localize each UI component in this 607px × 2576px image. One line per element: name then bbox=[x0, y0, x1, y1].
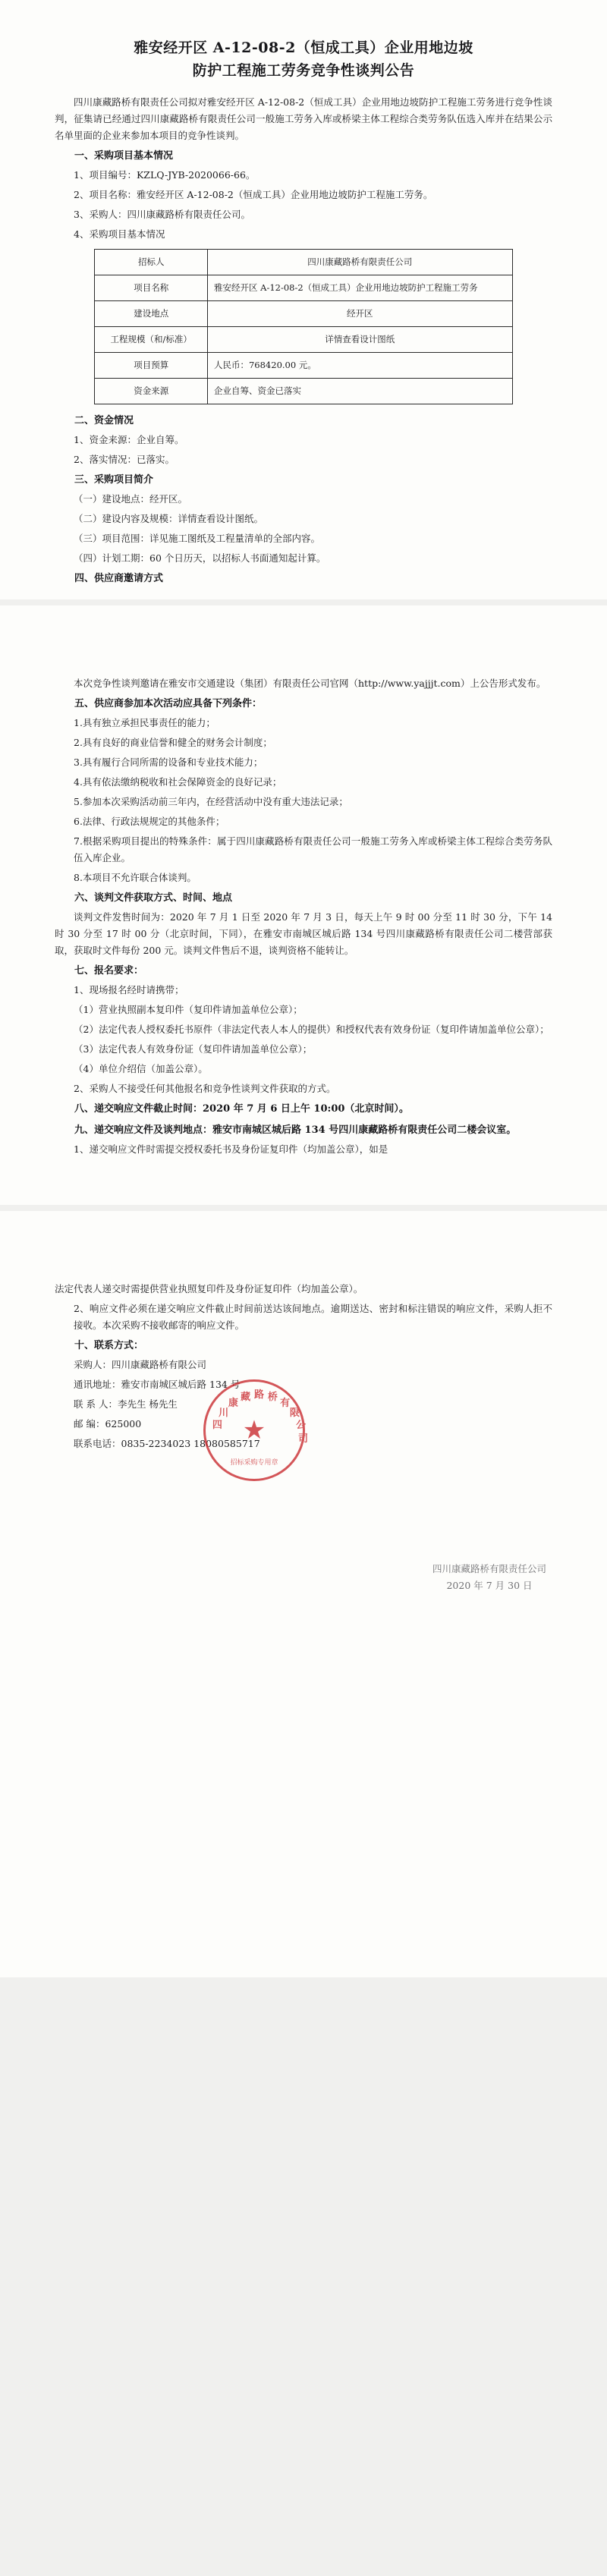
section-3-item-2: （二）建设内容及规模：详情查看设计图纸。 bbox=[74, 513, 264, 524]
section-9-item-1: 1、递交响应文件时需提交授权委托书及身份证复印件（均加盖公章），如是 bbox=[74, 1143, 388, 1155]
section-5-item-1: 1.具有独立承担民事责任的能力； bbox=[74, 717, 215, 728]
section-5-item-2: 2.具有良好的商业信誉和健全的财务会计制度； bbox=[74, 737, 272, 748]
section-7-item-5: （4）单位介绍信（加盖公章）。 bbox=[74, 1063, 208, 1074]
section-5-item-6: 6.法律、行政法规规定的其他条件； bbox=[74, 816, 225, 827]
section-10-heading: 十、联系方式： bbox=[74, 1340, 144, 1351]
contact-value: 雅安市南城区城后路 134 号 bbox=[121, 1379, 241, 1390]
section-3-heading: 三、采购项目简介 bbox=[74, 474, 154, 486]
section-7-item-4: （3）法定代表人有效身份证（复印件请加盖单位公章）； bbox=[74, 1043, 313, 1055]
contact-phone bbox=[55, 1436, 552, 1452]
table-cell-value: 经开区 bbox=[207, 301, 512, 327]
section-6-heading: 六、谈判文件获取方式、时间、地点 bbox=[74, 892, 233, 904]
table-cell-value: 雅安经开区 A-12-08-2（恒成工具）企业用地边坡防护工程施工劳务 bbox=[207, 275, 512, 301]
section-7-item-6: 2、采购人不接受任何其他报名和竞争性谈判文件获取的方式。 bbox=[74, 1083, 336, 1094]
table-cell-value: 四川康藏路桥有限责任公司 bbox=[207, 250, 512, 275]
document-page-2 bbox=[0, 605, 607, 1205]
contact-value: 四川康藏路桥有限公司 bbox=[112, 1359, 207, 1370]
contact-key: 联系电话： bbox=[74, 1438, 121, 1449]
section-7-item-3: （2）法定代表人授权委托书原件（非法定代表人本人的提供）和授权代表有效身份证（复印件请加盖单位公章）； bbox=[74, 1024, 549, 1035]
page3-continued-line: 法定代表人递交时需提供营业执照复印件及身份证复印件（均加盖公章）。 bbox=[55, 1283, 363, 1294]
table-cell-value: 人民币：768420.00 元。 bbox=[207, 353, 512, 379]
section-1-item-3: 3、采购人：四川康藏路桥有限责任公司。 bbox=[74, 209, 250, 220]
section-4-heading: 四、供应商邀请方式 bbox=[74, 573, 164, 584]
table-row bbox=[95, 275, 512, 301]
table-cell-value: 企业自筹、资金已落实 bbox=[207, 379, 512, 404]
section-7-heading: 七、报名要求： bbox=[74, 965, 144, 977]
section-5-heading: 五、供应商参加本次活动应具备下列条件： bbox=[74, 698, 263, 709]
table-cell-value: 详情查看设计图纸 bbox=[207, 327, 512, 353]
section-3-item-4: （四）计划工期：60 个日历天，以招标人书面通知起计算。 bbox=[74, 552, 326, 564]
section-3-item-1: （一）建设地点：经开区。 bbox=[74, 493, 188, 505]
project-info-table bbox=[94, 249, 512, 404]
table-row bbox=[95, 327, 512, 353]
section-5-item-3: 3.具有履行合同所需的设备和专业技术能力； bbox=[74, 756, 263, 768]
table-row bbox=[95, 301, 512, 327]
section-1-item-2: 2、项目名称：雅安经开区 A-12-08-2（恒成工具）企业用地边坡防护工程施工劳务。 bbox=[74, 189, 433, 200]
section-5-item-4: 4.具有依法缴纳税收和社会保障资金的良好记录； bbox=[74, 776, 282, 788]
seal-bottom-text: 招标采购专用章 bbox=[230, 1459, 278, 1467]
section-7-item-1: 1、现场报名经时请携带； bbox=[74, 984, 184, 995]
page3-item-2: 2、响应文件必须在递交响应文件截止时间前送达该间地点。逾期送达、密封和标注错误的响应文件，采购人拒不接收。本次采购不接收邮寄的响应文件。 bbox=[74, 1303, 552, 1331]
signature-block bbox=[432, 1561, 546, 1594]
page2-lead-paragraph: 本次竞争性谈判邀请在雅安市交通建设（集团）有限责任公司官网（http://www.yajjjt.com）上公告形式发布。 bbox=[74, 678, 546, 689]
document-page-1 bbox=[0, 0, 607, 599]
seal-ring-text: 四 川 康 藏 路 桥 有 限 公 司 bbox=[212, 1389, 309, 1445]
section-9-heading: 九、递交响应文件及谈判地点：雅安市南城区城后路 134 号四川康藏路桥有限责任公司二楼会议室。 bbox=[74, 1124, 517, 1136]
signature-company: 四川康藏路桥有限责任公司 bbox=[432, 1563, 546, 1574]
page-separator bbox=[0, 599, 607, 605]
table-cell-key: 项目预算 bbox=[95, 353, 208, 379]
page-title bbox=[55, 36, 552, 82]
contact-key: 邮 编： bbox=[74, 1418, 105, 1430]
table-cell-key: 资金来源 bbox=[95, 379, 208, 404]
contact-person bbox=[55, 1396, 552, 1413]
table-row bbox=[95, 353, 512, 379]
table-row bbox=[95, 250, 512, 275]
table-row bbox=[95, 379, 512, 404]
contact-postcode bbox=[55, 1416, 552, 1433]
section-6-body: 谈判文件发售时间为：2020 年 7 月 1 日至 2020 年 7 月 3 日，每天上午 9 时 00 分至 11 时 30 分，下午 14 时 30 分至 17 时 00 分（北京时间，下同），在雅安市南城区城后路 134 号四川康藏路桥有限责任公司二楼营部获取，获取时文件每份 200 元。谈判文件售后不退，谈判资格不能转让。 bbox=[55, 911, 552, 956]
section-8-heading: 八、递交响应文件截止时间：2020 年 7 月 6 日上午 10:00（北京时间）。 bbox=[74, 1103, 409, 1115]
section-2-heading: 二、资金情况 bbox=[74, 415, 134, 426]
section-2-item-1: 1、资金来源：企业自筹。 bbox=[74, 434, 184, 445]
contact-value: 0835-2234023 18080585717 bbox=[121, 1438, 260, 1449]
section-1-item-1: 1、项目编号：KZLQ-JYB-2020066-66。 bbox=[74, 169, 256, 181]
contact-key: 联 系 人： bbox=[74, 1398, 118, 1410]
table-cell-key: 招标人 bbox=[95, 250, 208, 275]
contact-key: 通讯地址： bbox=[74, 1379, 121, 1390]
intro-paragraph: 四川康藏路桥有限责任公司拟对雅安经开区 A-12-08-2（恒成工具）企业用地边坡防护工程施工劳务进行竞争性谈判，征集请已经通过四川康藏路桥有限责任公司一般施工劳务入库或桥梁主体工程综合类劳务队伍选入库并在结果公示名单里面的企业来参加本项目的竞争性谈判。 bbox=[55, 96, 552, 141]
contact-value: 625000 bbox=[105, 1418, 142, 1430]
contact-purchaser bbox=[55, 1357, 552, 1373]
table-cell-key: 建设地点 bbox=[95, 301, 208, 327]
title-line-1: 雅安经开区 A-12-08-2（恒成工具）企业用地边坡 bbox=[134, 39, 473, 56]
table-cell-key: 项目名称 bbox=[95, 275, 208, 301]
section-5-item-7: 7.根据采购项目提出的特殊条件：属于四川康藏路桥有限责任公司一般施工劳务入库或桥梁主体工程综合类劳务队伍入库企业。 bbox=[74, 835, 552, 863]
section-7-item-2: （1）营业执照副本复印件（复印件请加盖单位公章）； bbox=[74, 1004, 303, 1015]
contact-address bbox=[55, 1376, 552, 1393]
section-5-item-8: 8.本项目不允许联合体谈判。 bbox=[74, 872, 197, 883]
seal-star-icon: ★ bbox=[242, 1415, 266, 1445]
table-cell-key: 工程规模（和/标准） bbox=[95, 327, 208, 353]
contact-key: 采购人： bbox=[74, 1359, 112, 1370]
section-1-item-4: 4、采购项目基本情况 bbox=[74, 228, 165, 240]
section-2-item-2: 2、落实情况：已落实。 bbox=[74, 454, 175, 465]
section-3-item-3: （三）项目范围：详见施工图纸及工程量清单的全部内容。 bbox=[74, 533, 321, 544]
section-5-item-5: 5.参加本次采购活动前三年内，在经营活动中没有重大违法记录； bbox=[74, 796, 348, 807]
signature-date: 2020 年 7 月 30 日 bbox=[446, 1580, 533, 1591]
section-1-heading: 一、采购项目基本情况 bbox=[74, 150, 174, 162]
page-separator-2 bbox=[0, 1205, 607, 1211]
title-line-2: 防护工程施工劳务竞争性谈判公告 bbox=[192, 62, 415, 79]
document-page-3 bbox=[0, 1211, 607, 1977]
contact-value: 李先生 杨先生 bbox=[117, 1398, 178, 1410]
